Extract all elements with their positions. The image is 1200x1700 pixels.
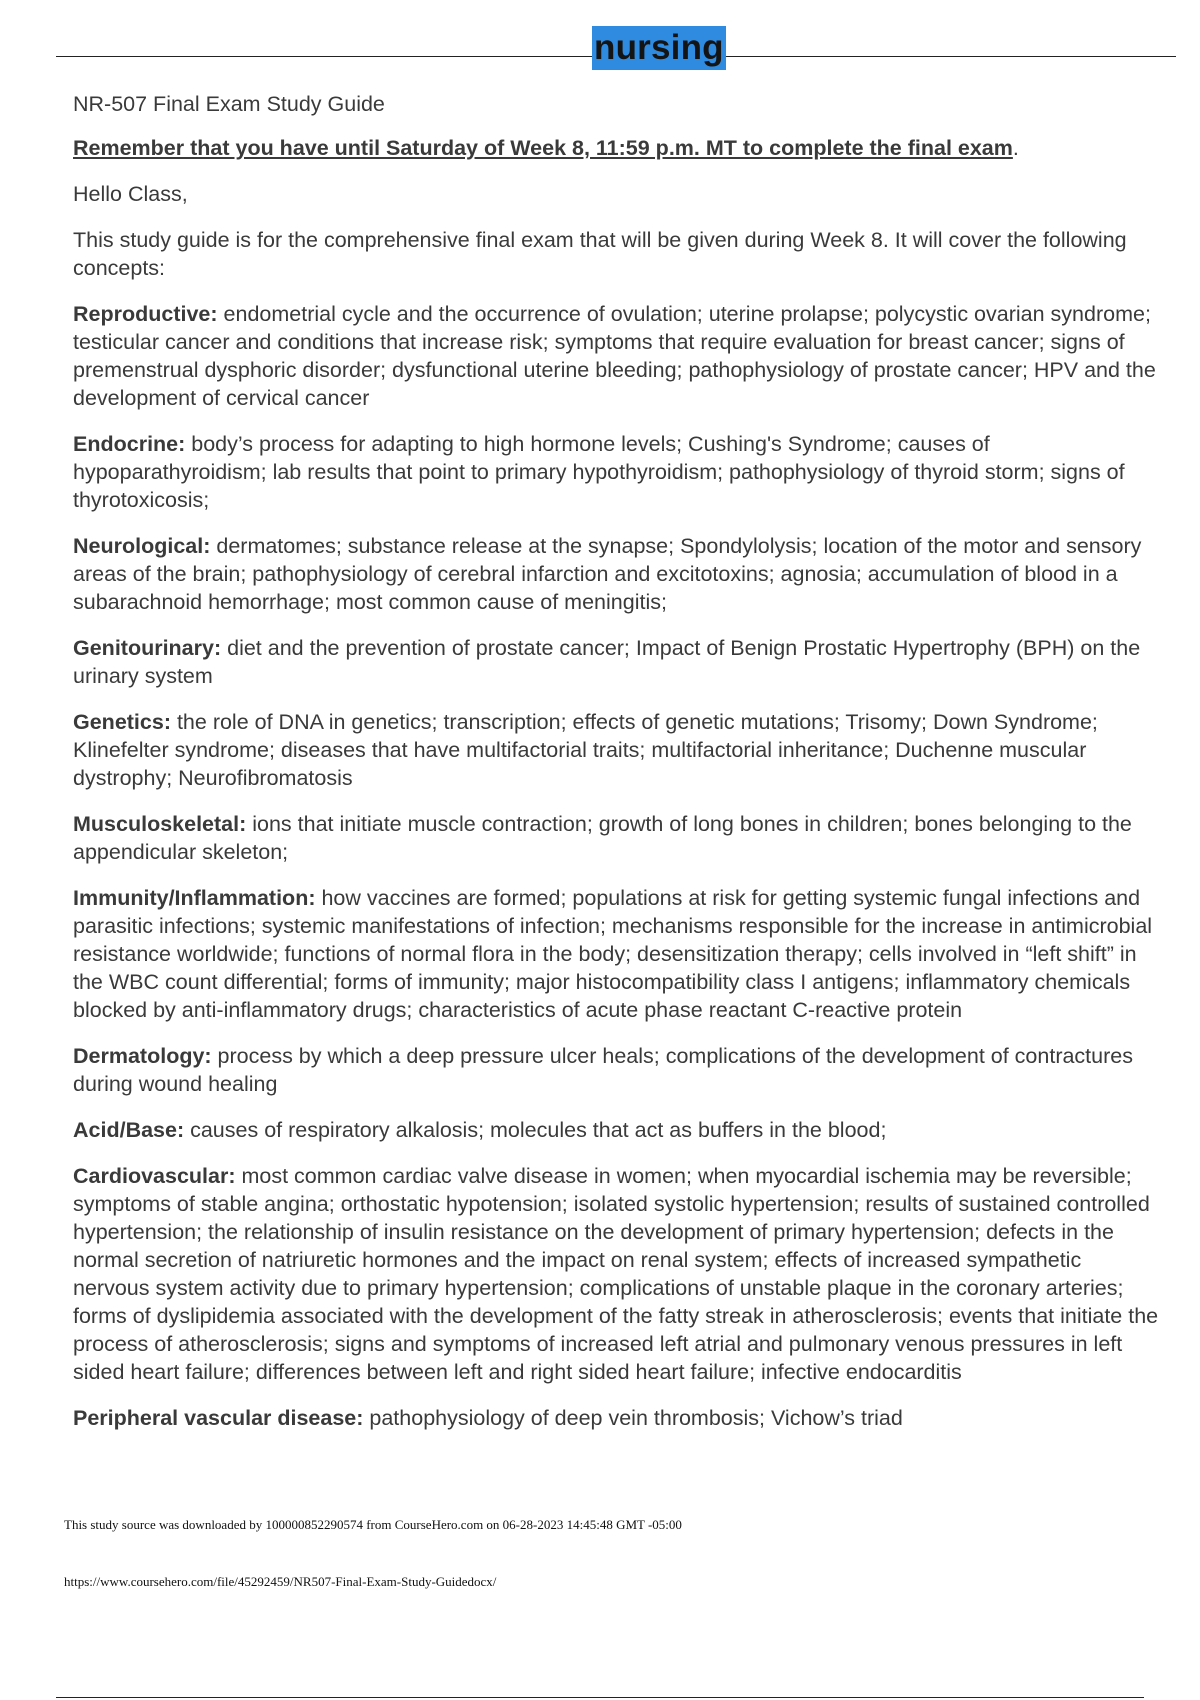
intro-paragraph: This study guide is for the comprehensive final exam that will be given during Week 8. It will cover the following concepts: — [73, 228, 1127, 280]
topic-acid-base — [73, 1116, 1163, 1144]
topic-label: Endocrine: — [73, 432, 186, 456]
download-source-notice: This study source was downloaded by 100000852290574 from CourseHero.com on 06-28-2023 14:45:48 GMT -05:00 — [64, 1517, 682, 1532]
topic-text: ions that initiate muscle contraction; growth of long bones in children; bones belonging to the appendicular skeleton; — [73, 812, 1132, 864]
greeting: Hello Class, — [73, 182, 188, 206]
topic-label: Cardiovascular: — [73, 1164, 236, 1188]
topic-label: Peripheral vascular disease: — [73, 1406, 364, 1430]
topic-peripheral-vascular — [73, 1404, 1163, 1432]
nursing-badge: nursing — [592, 26, 726, 70]
deadline-notice — [73, 134, 1163, 162]
topic-genitourinary — [73, 634, 1163, 690]
topic-genetics — [73, 708, 1163, 792]
topic-label: Neurological: — [73, 534, 211, 558]
topic-musculoskeletal — [73, 810, 1163, 866]
topic-text: how vaccines are formed; populations at risk for getting systemic fungal infections and parasitic infections; systemic manifestations of infection; mechanisms responsible for the increase in antimicrobial resistance worldwide; functions of normal flora in the body; desensitization therapy; cells involved in “left shift” in the WBC count differential; forms of immunity; major histocompatibility class I antigens; inflammatory chemicals blocked by anti-inflammatory drugs; characteristics of acute phase reactant C-reactive protein — [73, 886, 1153, 1022]
study-guide-body — [73, 90, 1163, 1450]
topic-text: pathophysiology of deep vein thrombosis; Vichow’s triad — [363, 1406, 903, 1430]
topic-label: Immunity/Inflammation: — [73, 886, 316, 910]
topic-text: most common cardiac valve disease in women; when myocardial ischemia may be reversible; symptoms of stable angina; orthostatic hypotension; isolated systolic hypertension; results of sustained controlled hypertension; the relationship of insulin resistance on the development of primary hypertension; defects in the normal secretion of natriuretic hormones and the impact on renal system; effects of increased sympathetic nervous system activity due to primary hypertension; complications of unstable plaque in the coronary arteries; forms of dyslipidemia associated with the development of the fatty streak in atherosclerosis; events that initiate the process of atherosclerosis; signs and symptoms of increased left atrial and pulmonary venous pressures in left sided heart failure; differences between left and right sided heart failure; infective endocarditis — [73, 1164, 1159, 1384]
topic-immunity-inflammation — [73, 884, 1163, 1024]
topic-text: endometrial cycle and the occurrence of ovulation; uterine prolapse; polycystic ovarian syndrome; testicular cancer and conditions that increase risk; symptoms that require evaluation for breast cancer; signs of premenstrual dysphoric disorder; dysfunctional uterine bleeding; pathophysiology of prostate cancer; HPV and the development of cervical cancer — [73, 302, 1156, 410]
topic-text: body’s process for adapting to high hormone levels; Cushing's Syndrome; causes of hypoparathyroidism; lab results that point to primary hypothyroidism; pathophysiology of thyroid storm; signs of thyrotoxicosis; — [73, 432, 1125, 512]
source-url: https://www.coursehero.com/file/45292459/NR507-Final-Exam-Study-Guidedocx/ — [64, 1574, 497, 1589]
deadline-text: Remember that you have until Saturday of Week 8, 11:59 p.m. MT to complete the final exam — [73, 136, 1013, 160]
topic-text: the role of DNA in genetics; transcription; effects of genetic mutations; Trisomy; Down Syndrome; Klinefelter syndrome; diseases that have multifactorial traits; multifactorial inheritance; Duchenne muscular dystrophy; Neurofibromatosis — [73, 710, 1098, 790]
deadline-period: . — [1012, 136, 1019, 160]
topic-reproductive — [73, 300, 1163, 412]
topic-text: diet and the prevention of prostate cancer; Impact of Benign Prostatic Hypertrophy (BPH) on the urinary system — [73, 636, 1141, 688]
topic-cardiovascular — [73, 1162, 1163, 1386]
footer-rule — [56, 1697, 1144, 1698]
topic-label: Genitourinary: — [73, 636, 222, 660]
topic-neurological — [73, 532, 1163, 616]
topic-text: dermatomes; substance release at the synapse; Spondylolysis; location of the motor and sensory areas of the brain; pathophysiology of cerebral infarction and excitotoxins; agnosia; accumulation of blood in a subarachnoid hemorrhage; most common cause of meningitis; — [73, 534, 1142, 614]
topic-endocrine — [73, 430, 1163, 514]
topic-label: Reproductive: — [73, 302, 218, 326]
document-title: NR-507 Final Exam Study Guide — [73, 92, 385, 116]
topic-label: Acid/Base: — [73, 1118, 185, 1142]
topic-text: causes of respiratory alkalosis; molecules that act as buffers in the blood; — [184, 1118, 887, 1142]
topic-label: Genetics: — [73, 710, 171, 734]
topic-dermatology — [73, 1042, 1163, 1098]
topic-text: process by which a deep pressure ulcer heals; complications of the development of contractures during wound healing — [73, 1044, 1133, 1096]
topic-label: Musculoskeletal: — [73, 812, 247, 836]
topic-label: Dermatology: — [73, 1044, 212, 1068]
